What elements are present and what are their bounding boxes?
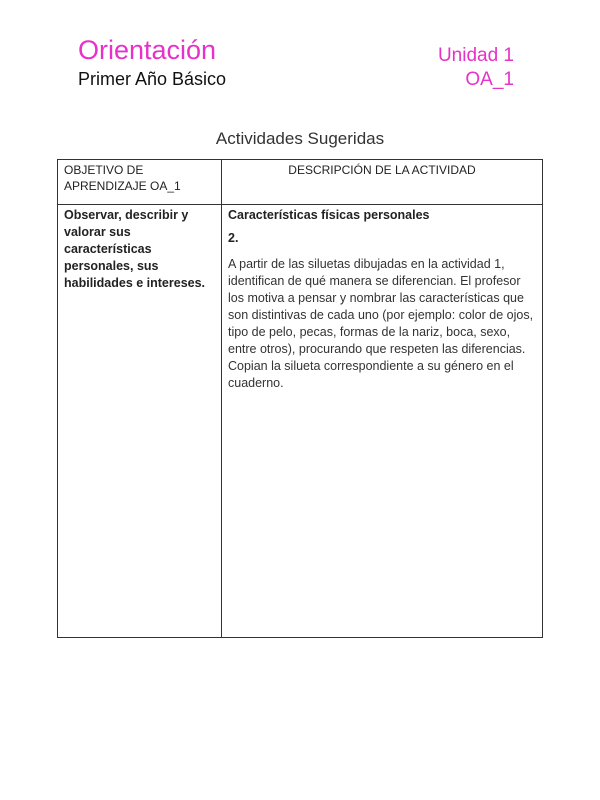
description-column-header: DESCRIPCIÓN DE LA ACTIVIDAD: [222, 160, 543, 205]
subject-title: Orientación: [78, 35, 217, 65]
objective-code-label: OA_1: [465, 69, 514, 90]
activity-table: [57, 159, 543, 638]
objective-column-header: OBJETIVO DE APRENDIZAJE OA_1: [58, 160, 222, 205]
grade-title: Primer Año Básico: [78, 69, 227, 89]
activity-number: 2.: [228, 231, 239, 245]
objective-cell: Observar, describir y valorar sus características personales, sus habilidades e intereses.: [58, 205, 222, 638]
section-title: Actividades Sugeridas: [215, 129, 385, 148]
description-cell: [222, 205, 543, 638]
activity-text: A partir de las siluetas dibujadas en la actividad 1, identifican de qué manera se diferencian. El profesor los motiva a pensar y nombrar las características que son distintivas de cada uno (por ejemplo: color de ojos, tipo de pelo, pecas, formas de la nariz, boca, sexo, entre otros), procurando que respeten las diferencias. Copian la silueta correspondiente a su género en el cuaderno.: [228, 257, 534, 390]
unit-label: Unidad 1: [437, 45, 514, 66]
activity-title: Características físicas personales: [228, 208, 430, 222]
table-row: [58, 205, 543, 638]
table-header-row: [58, 160, 543, 205]
